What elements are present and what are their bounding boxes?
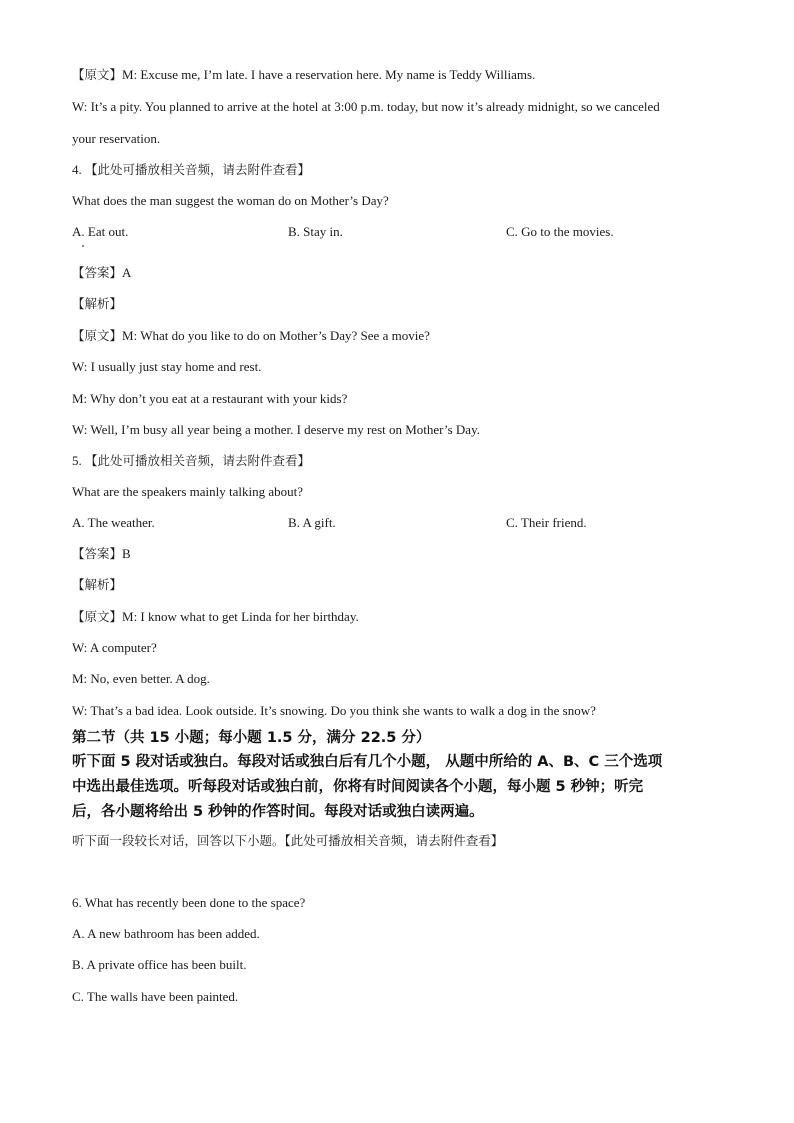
stray-dot xyxy=(82,245,84,247)
q3-transcript-man: 【原文】M: Excuse me, I’m late. I have a reservation here. My name is Teddy Williams. xyxy=(72,67,536,82)
q4-answer: 【答案】A xyxy=(72,265,132,280)
section2-instruction-line2: 中选出最佳选项。听每段对话或独白前，你将有时间阅读各个小题，每小题 5 秒钟；听完 xyxy=(72,779,644,795)
q4-question: What does the man suggest the woman do on Mother’s Day? xyxy=(72,193,389,208)
q5-question: What are the speakers mainly talking about? xyxy=(72,484,304,499)
q6-option-c: C. The walls have been painted. xyxy=(72,989,239,1004)
q5-option-a: A. The weather. xyxy=(72,515,155,530)
section2-title: 第二节（共 15 小题；每小题 1.5 分，满分 22.5 分） xyxy=(72,730,431,746)
q5-option-c: C. Their friend. xyxy=(506,515,587,530)
q4-transcript-man1: 【原文】M: What do you like to do on Mother’s Day? See a movie? xyxy=(72,328,430,343)
q4-transcript-woman1: W: I usually just stay home and rest. xyxy=(72,359,262,374)
q5-transcript-woman1: W: A computer? xyxy=(72,640,157,655)
q4-analysis-label: 【解析】 xyxy=(72,296,123,311)
q3-transcript-woman-cont: your reservation. xyxy=(72,131,161,146)
q5-header: 5. 【此处可播放相关音频，请去附件查看】 xyxy=(72,453,311,468)
q6-option-b: B. A private office has been built. xyxy=(72,957,247,972)
audio-placeholder[interactable]: 【此处可播放相关音频，请去附件查看】 xyxy=(85,162,311,177)
q4-option-c: C. Go to the movies. xyxy=(506,224,614,239)
q5-transcript-man2: M: No, even better. A dog. xyxy=(72,671,210,686)
section2-instruction-line1: 听下面 5 段对话或独白。每段对话或独白后有几个小题， 从题中所给的 A、B、C 三个选项 xyxy=(72,754,663,770)
section2-instruction-line3: 后，各小题将给出 5 秒钟的作答时间。每段对话或独白读两遍。 xyxy=(72,804,484,820)
q5-answer: 【答案】B xyxy=(72,546,131,561)
q4-option-a: A. Eat out. xyxy=(72,224,129,239)
q5-transcript-woman2: W: That’s a bad idea. Look outside. It’s snowing. Do you think she wants to walk a dog in the snow? xyxy=(72,703,596,718)
q4-header: 4. 【此处可播放相关音频，请去附件查看】 xyxy=(72,162,311,177)
q4-option-b: B. Stay in. xyxy=(288,224,343,239)
q5-analysis-label: 【解析】 xyxy=(72,577,123,592)
q4-transcript-woman2: W: Well, I’m busy all year being a mother. I deserve my rest on Mother’s Day. xyxy=(72,422,480,437)
section2-listen-instruction: 听下面一段较长对话，回答以下小题。【此处可播放相关音频，请去附件查看】 xyxy=(72,833,504,848)
q5-transcript-man1: 【原文】M: I know what to get Linda for her birthday. xyxy=(72,609,359,624)
q5-option-b: B. A gift. xyxy=(288,515,336,530)
q6-option-a: A. A new bathroom has been added. xyxy=(72,926,260,941)
q4-transcript-man2: M: Why don’t you eat at a restaurant with your kids? xyxy=(72,391,348,406)
q3-transcript-woman: W: It’s a pity. You planned to arrive at the hotel at 3:00 p.m. today, but now it’s already midnight, so we canceled xyxy=(72,99,660,114)
q6-question: 6. What has recently been done to the space? xyxy=(72,895,306,910)
audio-placeholder[interactable]: 【此处可播放相关音频，请去附件查看】 xyxy=(85,453,311,468)
